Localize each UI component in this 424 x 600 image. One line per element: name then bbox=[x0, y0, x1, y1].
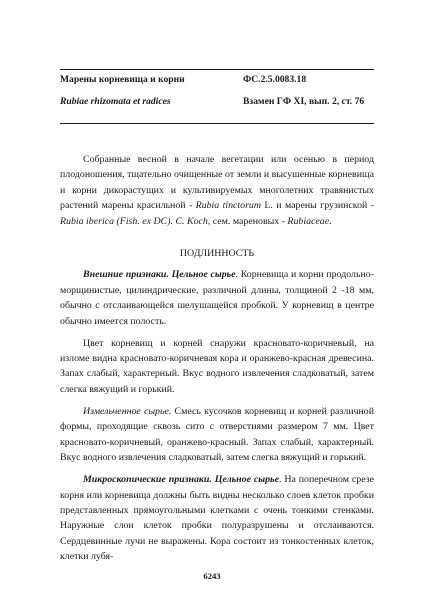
monograph-latin-title: Rubiae rhizomata et radices bbox=[60, 96, 171, 107]
microscopic-features-paragraph bbox=[60, 472, 374, 564]
section-heading: ПОДЛИННОСТЬ bbox=[179, 248, 255, 260]
monograph-body bbox=[60, 152, 374, 565]
external-features-paragraph bbox=[60, 267, 374, 329]
paragraph-label: Внешние признаки. Цельное сырье bbox=[83, 269, 236, 281]
color-paragraph: Цвет корневищ и корней снаружи красновато-коричневый, на изломе видна красновато-коричневая кора и оранжево-красная древесина. Запах слабый, характерный. Вкус водного извлечения сладковатый, затем слегка вяжущий и горький. bbox=[60, 337, 374, 395]
intro-text: Собранные весной в начале вегетации или осенью в период плодоношения, тщательно очищенные от земли и высушенные корневища и корни дикорастущих и культивируемых многолетних травянистых растений марены красильной - bbox=[60, 154, 374, 212]
paragraph-label: Микроскопические признаки. Цельное сырье bbox=[83, 474, 279, 486]
paragraph-text: . На поперечном срезе корня или корневища должны быть видны несколько слоев клеток пробки представленных прямоугольными клетками с очень тонкими стенками. Наружные слои клеток пробки полуразрушены и отслаиваются. Сердцевинные лучи не выражены. Кора состоит из тонкостенных клеток, клетки лубя- bbox=[60, 474, 374, 563]
page-number: 6243 bbox=[203, 571, 221, 581]
species-name: Rubia tinctorum bbox=[195, 200, 262, 212]
replaces-note: Взамен ГФ XI, вып. 2, ст. 76 bbox=[243, 96, 365, 107]
paragraph-text: . Смесь кусочков корневищ и корней различной формы, проходящие сквозь сито с отверстиями размером 7 мм. Цвет красновато-коричневый, оранжево-красный. Запах слабый, характерный. Вкус водного извлечения сладковатый, затем слегка вяжущий и горький. bbox=[60, 405, 375, 464]
paragraph-label: Измельченное сырье bbox=[83, 405, 169, 417]
monograph-title: Марены корневища и корни bbox=[60, 74, 185, 85]
monograph-code: ФС.2.5.0083.18 bbox=[243, 74, 307, 85]
header-top-rule bbox=[60, 69, 374, 70]
crushed-material-paragraph bbox=[60, 404, 374, 466]
intro-text: . bbox=[329, 215, 332, 227]
paragraph-text: . Корневища и корни продольно-морщинистые, цилиндрические, различной длины, толщиной 2 -18 мм, обычно с отслаивающейся шелушащейся пробкой. У корневищ в центре обычно имеется полость. bbox=[60, 269, 374, 327]
intro-text: , сем. мареновых - bbox=[207, 215, 288, 227]
family-name: Rubiaceae bbox=[287, 215, 330, 227]
intro-paragraph bbox=[60, 152, 374, 229]
intro-text: L. и марены грузинской - bbox=[261, 200, 374, 212]
header-bottom-rule bbox=[60, 123, 374, 124]
species-name: Rubia iberica (Fish. ex DC). C. Koch bbox=[60, 215, 208, 227]
